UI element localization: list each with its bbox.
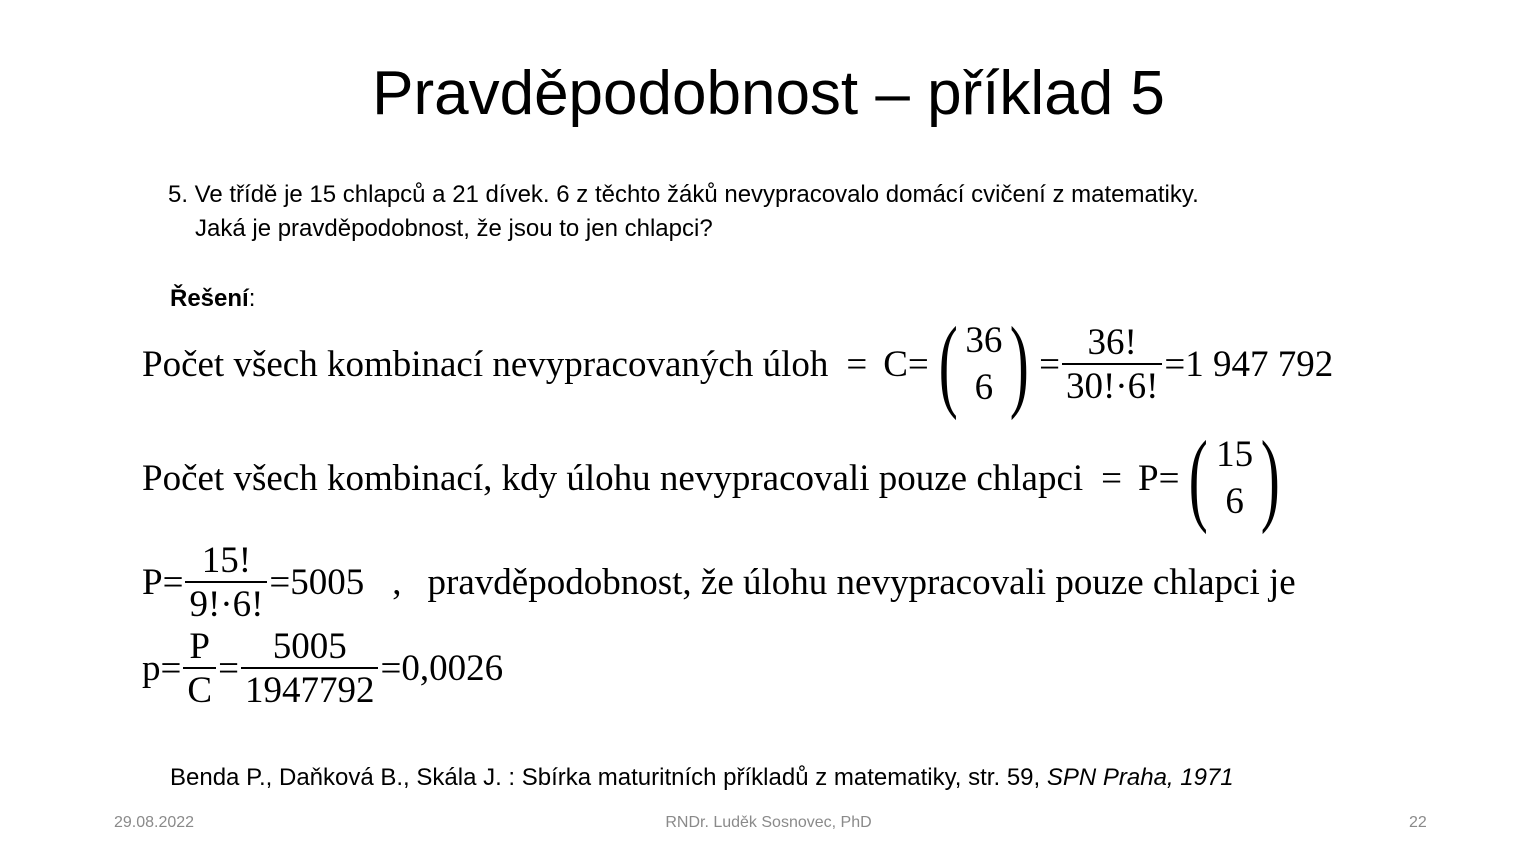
fraction-denominator: C: [183, 667, 216, 709]
fraction-numerator: P: [189, 626, 210, 667]
formula1-text: Počet všech kombinací nevypracovaných úloh: [142, 343, 829, 385]
formula-boys-count: [142, 542, 1296, 623]
formula1-var: C: [883, 343, 908, 385]
formula4-eq-2: =: [218, 648, 239, 689]
formula2-var: P: [1138, 457, 1159, 499]
formula3-text: pravděpodobnost, že úlohu nevypracovali pouze chlapci je: [427, 562, 1296, 603]
problem-line-2: Jaká je pravděpodobnost, že jsou to jen chlapci?: [195, 215, 713, 242]
fraction-36-over-30-6: [1062, 321, 1162, 407]
right-paren: ): [1260, 420, 1280, 535]
fraction-denominator: 1947792: [241, 667, 379, 709]
binom1-bottom: 6: [974, 367, 994, 408]
formula-boys-combinations: [142, 420, 1290, 535]
formula2-eq-2: =: [1158, 457, 1180, 499]
formula1-eq-4: =: [1164, 343, 1186, 385]
formula-total-combinations: [142, 306, 1334, 421]
fraction-15-over-9-6: [185, 542, 267, 623]
left-paren: (: [938, 306, 958, 421]
binom1-top: 36: [965, 320, 1003, 361]
binomial-15-6: [1181, 420, 1287, 535]
problem-line-1: 5. Ve třídě je 15 chlapců a 21 dívek. 6 z těchto žáků nevypracovalo domácí cvičení z matematiky.: [168, 181, 1199, 208]
right-paren: ): [1010, 306, 1030, 421]
footer-author: RNDr. Luděk Sosnovec, PhD: [665, 814, 872, 831]
binomial-36-6: [931, 306, 1037, 421]
formula3-result: 5005: [290, 562, 365, 603]
formula4-eq-1: =: [160, 648, 182, 689]
solution-heading: [170, 282, 255, 316]
formula-probability: [142, 628, 503, 709]
fraction-denominator: 9!·6!: [185, 581, 267, 623]
formula3-comma: ,: [392, 562, 402, 603]
source-reference: [170, 762, 1234, 794]
reference-publisher: SPN Praha, 1971: [1046, 764, 1234, 791]
formula2-text: Počet všech kombinací, kdy úlohu nevypracovali pouze chlapci: [142, 457, 1084, 499]
binom2-bottom: 6: [1225, 481, 1244, 522]
fraction-P-over-C: [183, 628, 216, 709]
formula2-eq-1: =: [1101, 457, 1123, 499]
fraction-5005-over-1947792: [241, 628, 379, 709]
formula4-result: 0,0026: [401, 648, 504, 689]
formula3-eq-1: =: [162, 562, 184, 603]
footer-date: 29.08.2022: [114, 814, 195, 831]
formula3-eq-2: =: [269, 562, 291, 603]
solution-colon: :: [248, 285, 256, 312]
fraction-denominator: 30!·6!: [1062, 363, 1162, 405]
slide-title: Pravděpodobnost – příklad 5: [372, 59, 1165, 128]
problem-statement: [168, 178, 1199, 246]
solution-label: Řešení: [170, 285, 249, 312]
binom2-top: 15: [1216, 434, 1254, 475]
formula1-eq-2: =: [907, 343, 929, 385]
formula4-var: p: [142, 648, 161, 689]
formula3-var: P: [142, 562, 163, 603]
reference-main: Benda P., Daňková B., Skála J. : Sbírka maturitních příkladů z matematiky, str. 59,: [170, 764, 1041, 791]
formula1-eq-3: =: [1039, 343, 1060, 385]
formula1-result: 1 947 792: [1185, 343, 1334, 385]
left-paren: (: [1189, 420, 1209, 535]
footer-page-number: 22: [1409, 814, 1427, 831]
formula1-eq-1: =: [846, 343, 868, 385]
fraction-numerator: 15!: [201, 540, 252, 581]
fraction-numerator: 5005: [272, 626, 347, 667]
formula4-eq-3: =: [380, 648, 402, 689]
fraction-numerator: 36!: [1087, 321, 1137, 363]
